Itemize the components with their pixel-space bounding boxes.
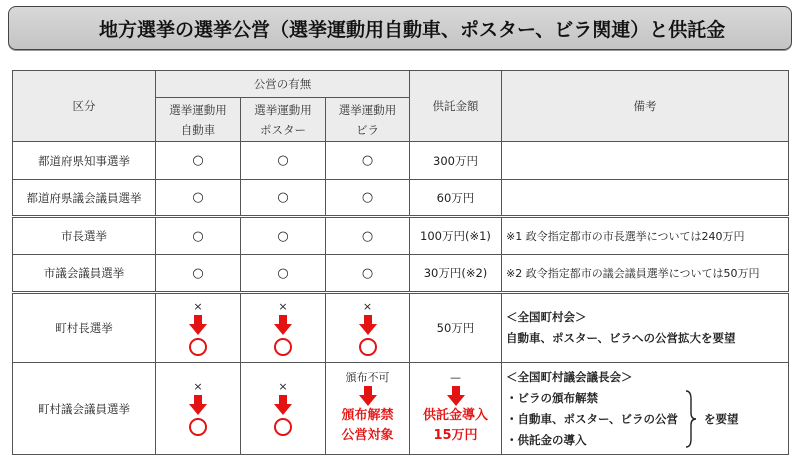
note-item: ・供託金の導入 (506, 432, 587, 447)
row-name: 町村議会議員選挙 (13, 363, 156, 455)
header-deposit: 供託金額 (410, 71, 502, 142)
note-item: ・自動車、ポスター、ビラの公営 (506, 411, 679, 426)
cell-car: ○ (156, 142, 241, 180)
cell-deposit: 300万円 (410, 142, 502, 180)
cell-note: ※1 政令指定都市の市長選挙については240万円 (502, 217, 789, 255)
note-title: ＜全国町村議会議長会＞ (506, 369, 633, 384)
table-row (13, 180, 789, 217)
cell-note (502, 142, 789, 180)
table-row (13, 217, 789, 255)
arrow-down-icon (274, 395, 292, 415)
cell-bira (326, 363, 410, 455)
header-row-1 (13, 71, 789, 98)
arrow-down-icon (189, 315, 207, 335)
cell-bira: ○ (326, 180, 410, 217)
before-mark: — (450, 370, 461, 384)
cell-poster: ○ (241, 217, 326, 255)
red-circle-icon (274, 338, 292, 356)
bira-after-2: 公営対象 (341, 427, 394, 443)
header-bira: 選挙運動用 ビラ (326, 98, 410, 142)
table-row-council-town (13, 363, 789, 455)
header-poster: 選挙運動用 ポスター (241, 98, 326, 142)
red-circle-icon (189, 418, 207, 436)
note-item: ・ビラの頒布解禁 (506, 390, 598, 405)
before-mark: × (278, 299, 288, 313)
cell-deposit: 30万円(※2) (410, 255, 502, 293)
cell-poster (241, 363, 326, 455)
row-name: 都道府県知事選挙 (13, 142, 156, 180)
cell-poster (241, 293, 326, 363)
cell-car (156, 363, 241, 455)
cell-bira (326, 293, 410, 363)
header-koei: 公営の有無 (156, 71, 410, 98)
cell-car (156, 293, 241, 363)
header-kubun: 区分 (13, 71, 156, 142)
bira-after-1: 頒布解禁 (341, 407, 394, 423)
arrow-down-icon (359, 315, 377, 335)
cell-deposit: 100万円(※1) (410, 217, 502, 255)
cell-car: ○ (156, 180, 241, 217)
note-request: を要望 (704, 411, 739, 426)
cell-deposit: 60万円 (410, 180, 502, 217)
table-row-mayor-town (13, 293, 789, 363)
before-mark: × (362, 299, 373, 313)
note-body: 自動車、ポスター、ビラへの公営拡大を要望 (506, 331, 736, 345)
cell-deposit (410, 363, 502, 455)
cell-poster: ○ (241, 142, 326, 180)
election-table (12, 70, 789, 455)
arrow-down-icon (359, 386, 377, 406)
cell-poster: ○ (241, 255, 326, 293)
table-row (13, 142, 789, 180)
red-circle-icon (359, 338, 377, 356)
header-car: 選挙運動用 自動車 (156, 98, 241, 142)
table-row (13, 255, 789, 293)
row-name: 町村長選挙 (13, 293, 156, 363)
cell-bira: ○ (326, 142, 410, 180)
cell-note: ※2 政令指定都市の議会議員選挙については50万円 (502, 255, 789, 293)
cell-poster: ○ (241, 180, 326, 217)
red-circle-icon (189, 338, 207, 356)
before-mark: × (278, 380, 288, 393)
deposit-after-2: 15万円 (433, 427, 478, 443)
page-title: 地方選挙の選挙公営（選挙運動用自動車、ポスター、ビラ関連）と供託金 (8, 6, 792, 50)
right-brace-icon (684, 389, 698, 449)
before-mark: × (193, 380, 203, 393)
before-mark: × (193, 299, 203, 313)
arrow-down-icon (189, 395, 207, 415)
red-circle-icon (274, 418, 292, 436)
cell-car: ○ (156, 217, 241, 255)
cell-note (502, 363, 789, 455)
cell-note (502, 293, 789, 363)
before-mark: 頒布不可 (345, 370, 390, 384)
cell-car: ○ (156, 255, 241, 293)
cell-bira: ○ (326, 217, 410, 255)
arrow-down-icon (447, 386, 465, 406)
row-name: 市長選挙 (13, 217, 156, 255)
cell-deposit: 50万円 (410, 293, 502, 363)
deposit-after-1: 供託金導入 (422, 407, 488, 423)
note-title: ＜全国町村会＞ (506, 310, 587, 324)
cell-bira: ○ (326, 255, 410, 293)
header-remarks: 備考 (502, 71, 789, 142)
arrow-down-icon (274, 315, 292, 335)
row-name: 都道府県議会議員選挙 (13, 180, 156, 217)
row-name: 市議会議員選挙 (13, 255, 156, 293)
cell-note (502, 180, 789, 217)
